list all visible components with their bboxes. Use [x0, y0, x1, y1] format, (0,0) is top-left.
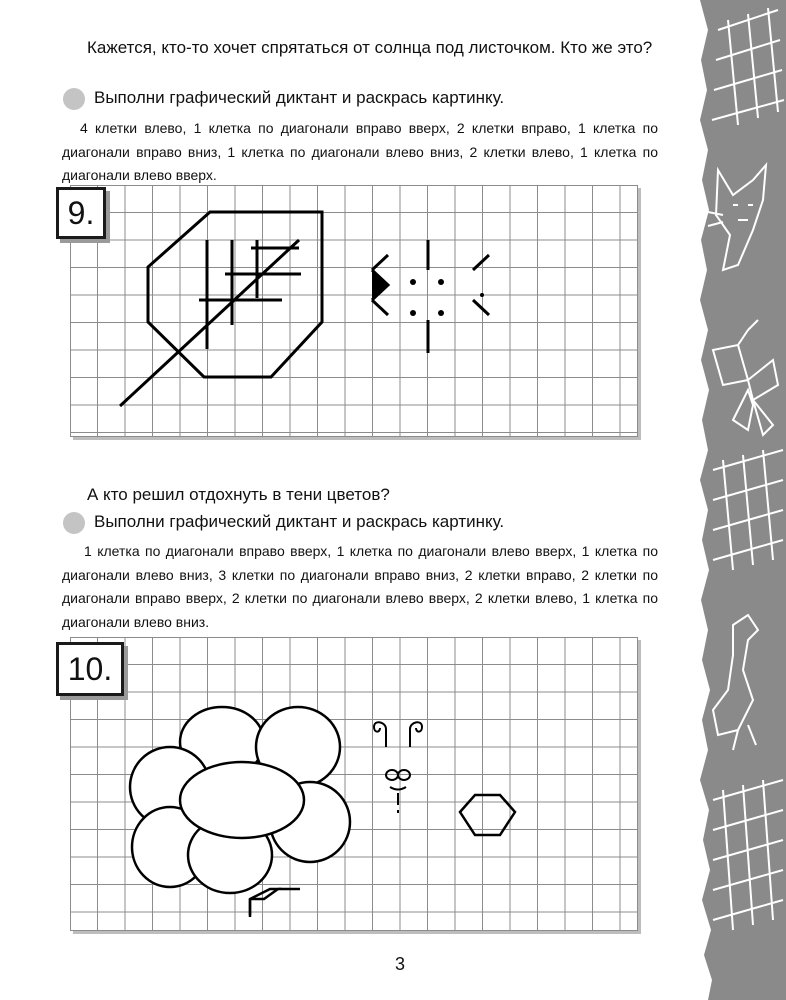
dictation-9: 4 клетки влево, 1 клетка по диагонали вправо вверх, 2 клетки вправо, 1 клетка по диагонали вправо вниз, 1 клетка по диагонали влево вниз, 2 клетки влево, 1 клетка по диагонали влево вверх. [62, 120, 658, 183]
task-10: Выполни графический диктант и раскрась картинку. [94, 512, 505, 531]
dictation-10: 1 клетка по диагонали вправо вверх, 1 клетка по диагонали влево вверх, 1 клетка по диагонали влево вниз, 3 клетки по диагонали вправо вниз, 2 клетки вправо, 2 клетки по диагонали вправо вверх, 2 клетки по диагонали влево вверх, 2 клетки влево, 1 клетка по диагонали влево вниз. [62, 543, 658, 630]
grid-9 [70, 185, 638, 437]
beetle-drawing [372, 240, 489, 353]
flower-stem-drawing [250, 889, 300, 917]
question-9: Кажется, кто-то хочет спрятаться от солнца под листочком. Кто же это? [87, 38, 653, 57]
decorative-sidebar [678, 0, 786, 1000]
bullet-icon [63, 88, 85, 110]
question-10: А кто решил отдохнуть в тени цветов? [87, 485, 390, 504]
leaf-drawing [120, 212, 322, 406]
bullet-icon [63, 512, 85, 534]
grid-10 [70, 637, 638, 931]
exercise-number-10: 10. [56, 642, 124, 696]
caterpillar-drawing [374, 722, 422, 813]
task-9: Выполни графический диктант и раскрась картинку. [94, 88, 505, 107]
page-number: 3 [394, 954, 405, 974]
exercise-number-9: 9. [56, 187, 106, 239]
